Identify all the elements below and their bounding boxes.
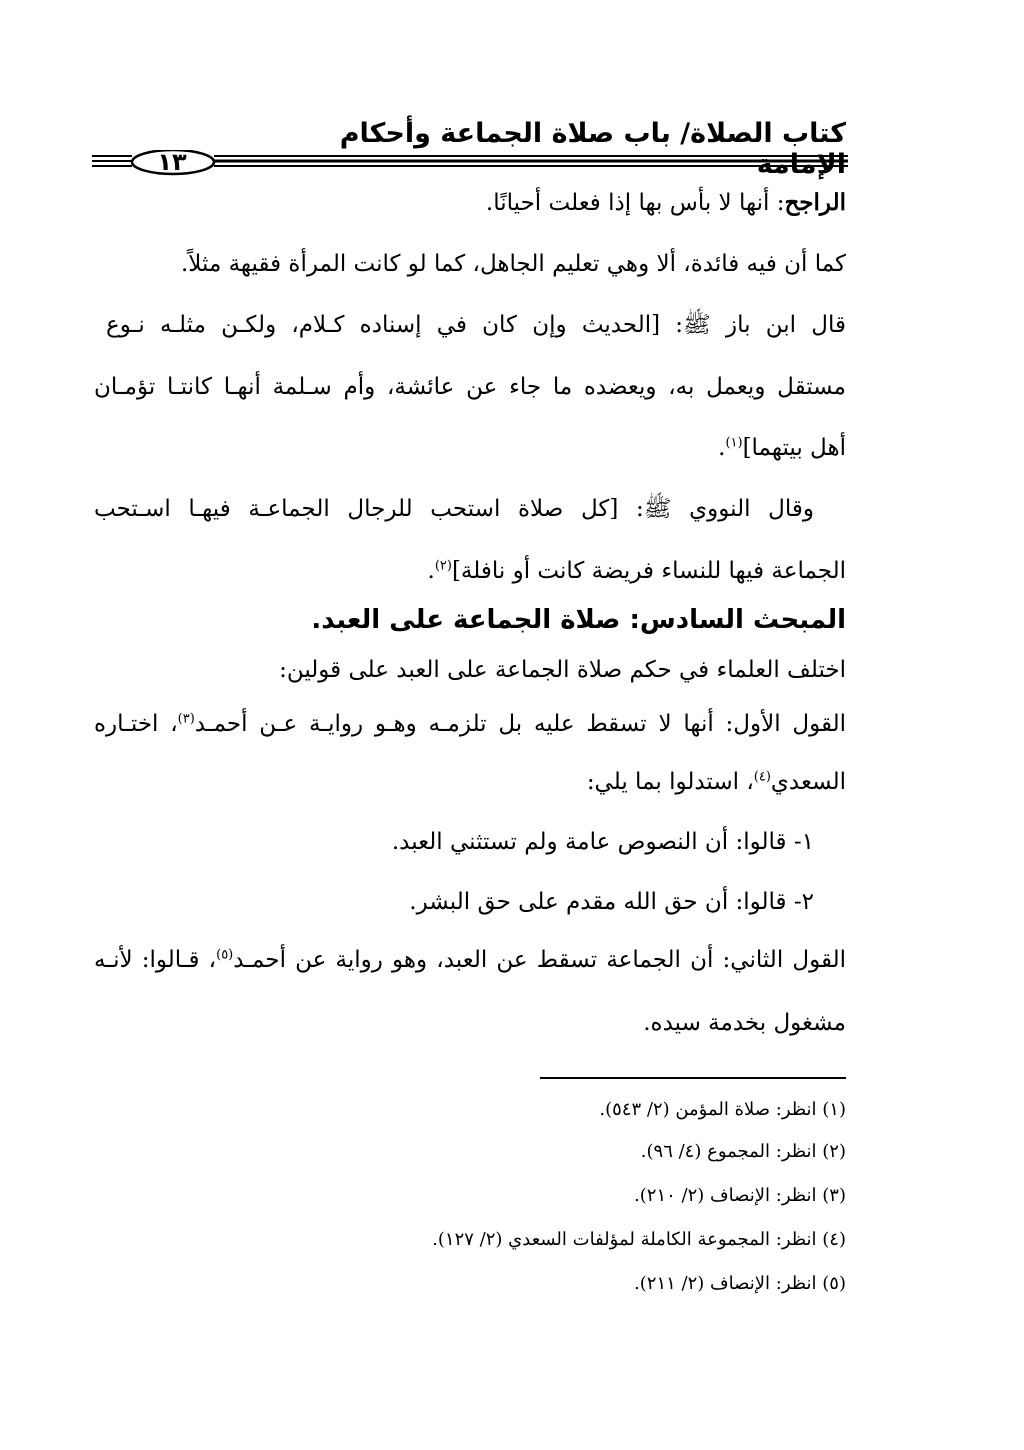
ibn-baz-text-end: أهل بيتهما] <box>742 435 846 461</box>
footnote-1: (١) انظر: صلاة المؤمن (٢/ ٥٤٣). <box>599 1099 846 1120</box>
footnote-ref-1: (١) <box>725 435 743 451</box>
footnote-separator <box>540 1077 846 1079</box>
paragraph-second-opinion-line2: مشغول بخدمة سيده. <box>643 1010 846 1036</box>
saadi-name: السعدي <box>770 769 846 795</box>
evidence-item-2: ٢- قالوا: أن حق الله مقدم على حق البشر. <box>409 889 814 915</box>
footnote-4: (٤) انظر: المجموعة الكاملة لمؤلفات السعدي (٢/ ١٢٧). <box>432 1229 846 1250</box>
evidence-intro: ، استدلوا بما يلي: <box>586 769 754 795</box>
running-header-title: كتاب الصلاة/ باب صلاة الجماعة وأحكام الإمامة <box>339 118 846 180</box>
footnote-ref-4: (٤) <box>753 769 771 785</box>
footnote-2: (٢) انظر: المجموع (٤/ ٩٦). <box>640 1141 846 1162</box>
second-opinion-reason: ، قـالوا: لأنـه <box>94 947 217 973</box>
evidence-item-1: ١- قالوا: أن النصوص عامة ولم تستثني العبد. <box>391 829 814 855</box>
section-heading: المبحث السادس: صلاة الجماعة على العبد. <box>311 605 846 635</box>
paragraph-ibn-baz-line1: قال ابن باز ﷺ: [الحديث وإن كان في إسناده كـلام، ولكـن مثلـه نـوع <box>106 312 846 338</box>
paragraph-benefit: كما أن فيه فائدة، ألا وهي تعليم الجاهل، كما لو كانت المرأة فقيهة مثلاً. <box>180 251 846 277</box>
footnote-ref-2: (٢) <box>434 558 452 574</box>
second-opinion-text: القول الثاني: أن الجماعة تسقط عن العبد، وهو رواية عن أحمـد <box>233 947 846 973</box>
first-opinion-text: القول الأول: أنها لا تسقط عليه بل تلزمـه وهـو روايـة عـن أحمـد <box>194 711 847 737</box>
rajih-label: الراجح <box>784 189 846 216</box>
paragraph-nawawi-line1: وقال النووي ﷺ: [كل صلاة استحب للرجال الجماعـة فيهـا اسـتحب <box>94 496 814 522</box>
paragraph-ibn-baz-line3 <box>94 433 846 463</box>
paragraph-first-opinion-line2 <box>94 767 846 797</box>
footnote-3: (٣) انظر: الإنصاف (٢/ ٢١٠). <box>634 1185 846 1206</box>
paragraph-second-opinion-line1 <box>94 945 846 975</box>
page-number: ١٣ <box>157 148 187 176</box>
footnote-ref-5: (٥) <box>216 947 234 963</box>
footnote-ref-3: (٣) <box>177 711 195 727</box>
rajih-text: : أنها لا بأس بها إذا فعلت أحيانًا. <box>485 190 785 216</box>
paragraph-rajih <box>94 188 846 218</box>
ibn-baz-period: . <box>718 435 726 461</box>
nawawi-period: . <box>427 558 435 584</box>
paragraph-nawawi-line2 <box>94 556 846 586</box>
paragraph-ibn-baz-line2: مستقل ويعمل به، ويعضده ما جاء عن عائشة، وأم سـلمة أنهـا كانتـا تؤمـان <box>94 374 846 400</box>
paragraph-intro: اختلف العلماء في حكم صلاة الجماعة على العبد على قولين: <box>279 657 846 683</box>
first-opinion-choice: ، اختـاره <box>94 711 178 737</box>
paragraph-first-opinion-line1 <box>94 709 846 739</box>
footnote-5: (٥) انظر: الإنصاف (٢/ ٢١١). <box>634 1273 846 1294</box>
nawawi-text-end: الجماعة فيها للنساء فريضة كانت أو نافلة] <box>451 558 846 584</box>
